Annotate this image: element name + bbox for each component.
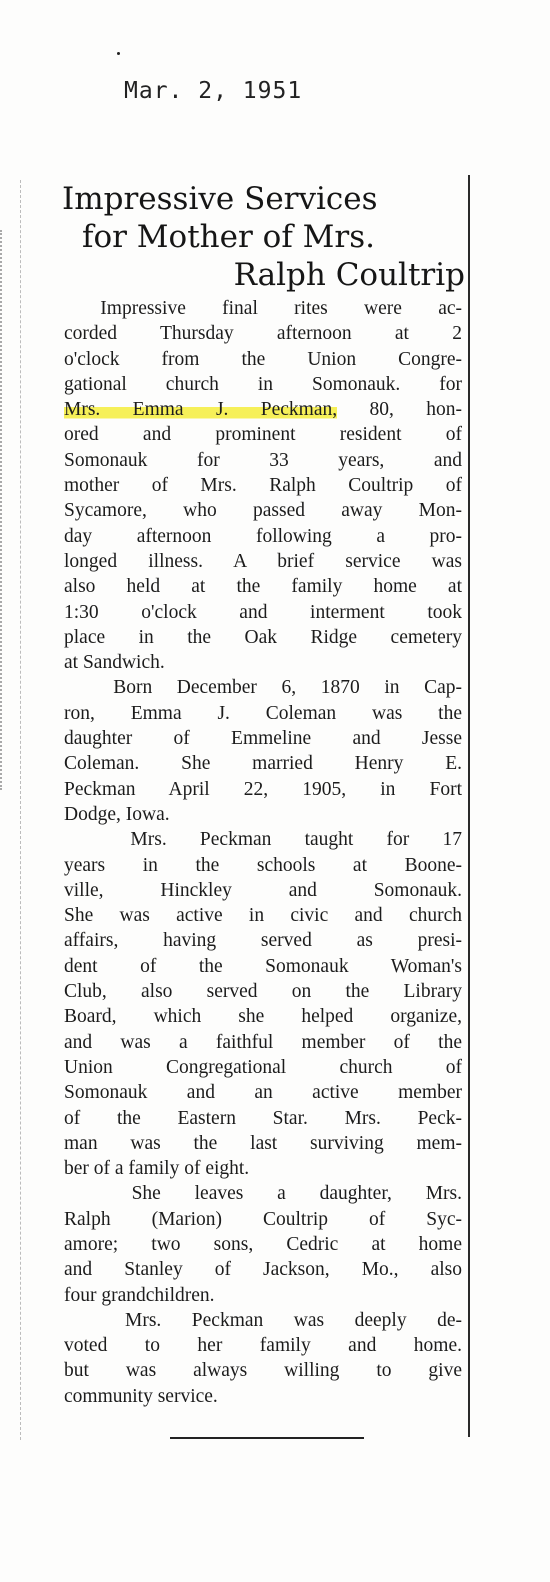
article-line: gational church in Somonauk. for	[64, 373, 462, 395]
article-line: dent of the Somonauk Woman's	[64, 955, 462, 977]
article-line: Board, which she helped organize,	[64, 1006, 462, 1028]
article-line: She leaves a daughter, Mrs.	[64, 1183, 462, 1205]
article-line: ron, Emma J. Coleman was the	[64, 702, 462, 724]
end-of-article-rule	[170, 1437, 364, 1439]
article-line: amore; two sons, Cedric at home	[64, 1233, 462, 1255]
article-line: Mrs. Emma J. Peckman, 80, hon-	[64, 399, 463, 421]
column-rule-left	[20, 180, 21, 1440]
headline-line-2: for Mother of Mrs.	[82, 219, 375, 255]
article-line: Somonauk for 33 years, and	[64, 449, 462, 471]
article-line: community service.	[64, 1385, 218, 1407]
article-line: Sycamore, who passed away Mon-	[64, 500, 462, 522]
article-line: Mrs. Peckman taught for 17	[64, 829, 462, 851]
article-line: years in the schools at Boone-	[64, 854, 462, 876]
article-line: voted to her family and home.	[64, 1335, 462, 1357]
article-line: Club, also served on the Library	[64, 981, 462, 1003]
article-line: corded Thursday afternoon at 2	[64, 323, 462, 345]
article-paragraph	[64, 675, 462, 827]
article-line: Peckman April 22, 1905, in Fort	[64, 778, 462, 800]
article-paragraph	[64, 827, 462, 1181]
article-line: Dodge, Iowa.	[64, 803, 170, 825]
article-line: at Sandwich.	[64, 652, 165, 674]
article-line: but was always willing to give	[64, 1360, 462, 1382]
article-line: ored and prominent resident of	[64, 424, 462, 446]
article-line: place in the Oak Ridge cemetery	[64, 626, 462, 648]
article-line: affairs, having served as presi-	[64, 930, 462, 952]
column-rule-right	[468, 175, 470, 1437]
article-line: Union Congregational church of	[64, 1056, 462, 1078]
article-line: and Stanley of Jackson, Mo., also	[64, 1259, 462, 1281]
clipping-date: Mar. 2, 1951	[124, 78, 303, 104]
ink-speck	[117, 52, 120, 55]
article-paragraph	[64, 296, 462, 675]
article-line: She was active in civic and church	[64, 905, 462, 927]
headline-line-3: Ralph Coultrip	[233, 257, 465, 293]
article-line: ville, Hinckley and Somonauk.	[64, 879, 462, 901]
article-line: o'clock from the Union Congre-	[64, 348, 462, 370]
article-line: Born December 6, 1870 in Cap-	[64, 677, 462, 699]
article-line: man was the last surviving mem-	[64, 1132, 462, 1154]
scan-edge-marks	[0, 230, 8, 790]
article-line: daughter of Emmeline and Jesse	[64, 728, 462, 750]
article-headline	[62, 180, 467, 294]
article-line: day afternoon following a pro-	[64, 525, 462, 547]
article-line: of the Eastern Star. Mrs. Peck-	[64, 1107, 462, 1129]
article-line: four grandchildren.	[64, 1284, 215, 1306]
article-paragraph	[64, 1308, 462, 1409]
headline-line-1: Impressive Services	[62, 181, 378, 217]
article-line: 1:30 o'clock and interment took	[64, 601, 462, 623]
article-line: longed illness. A brief service was	[64, 550, 462, 572]
highlighted-name: Mrs. Emma J. Peckman,	[64, 399, 338, 421]
article-line: mother of Mrs. Ralph Coultrip of	[64, 475, 462, 497]
article-line: also held at the family home at	[64, 576, 462, 598]
article-paragraph	[64, 1181, 462, 1307]
article-line: Somonauk and an active member	[64, 1082, 462, 1104]
article-line: Ralph (Marion) Coultrip of Syc-	[64, 1208, 462, 1230]
article-line: Coleman. She married Henry E.	[64, 753, 462, 775]
article-line: ber of a family of eight.	[64, 1158, 250, 1180]
article-body	[64, 296, 462, 1409]
article-line: Impressive final rites were ac-	[64, 298, 462, 319]
article-line: Mrs. Peckman was deeply de-	[64, 1309, 462, 1331]
article-line: and was a faithful member of the	[64, 1031, 462, 1053]
